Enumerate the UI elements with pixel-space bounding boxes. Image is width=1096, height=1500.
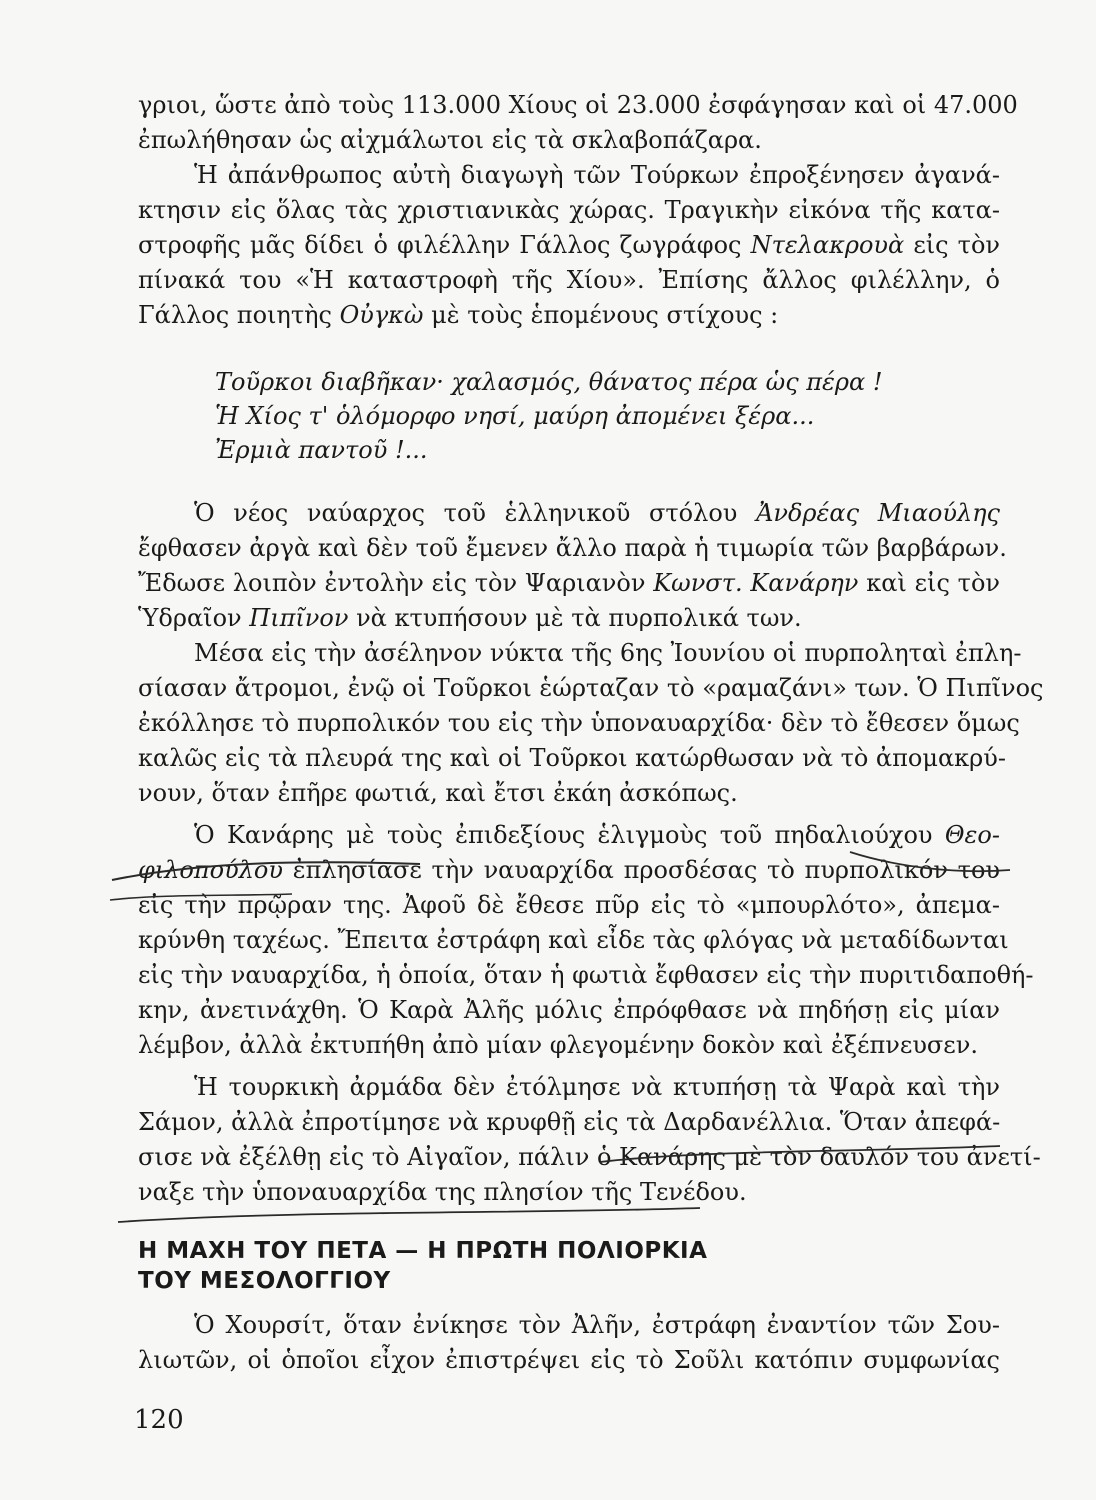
text-line: Ὑδραῖον Πιπῖνον νὰ κτυπήσουν μὲ τὰ πυρπολικά των. bbox=[138, 604, 802, 632]
text-line: λιωτῶν, οἱ ὁποῖοι εἶχον ἐπιστρέψει εἰς τὸ Σοῦλι κατόπιν συμφωνίας bbox=[138, 1346, 1000, 1374]
paragraph-kanaris-attack bbox=[138, 818, 1034, 1063]
paragraph-hursit bbox=[138, 1308, 1000, 1378]
heading-line: ΤΟΥ ΜΕΣΟΛΟΓΓΙΟΥ bbox=[138, 1268, 391, 1294]
heading-line: Η ΜΑΧΗ ΤΟΥ ΠΕΤΑ — Η ΠΡΩΤΗ ΠΟΛΙΟΡΚΙΑ bbox=[138, 1238, 708, 1264]
name-pipinos: Πιπῖνον bbox=[249, 604, 349, 632]
text-line: Ὁ Κανάρης μὲ τοὺς ἐπιδεξίους ἑλιγμοὺς τοῦ πηδαλιούχου Θεο- bbox=[194, 821, 1000, 849]
poem-line: Τοῦρκοι διαβῆκαν· χαλασμός, θάνατος πέρα ὡς πέρα ! bbox=[215, 368, 883, 396]
text-line: Μέσα εἰς τὴν ἀσέληνον νύκτα τῆς 6ης Ἰουνίου οἱ πυρποληταὶ ἐπλη- bbox=[194, 639, 1022, 667]
poem-line: Ἡ Χίος τ' ὁλόμορφο νησί, μαύρη ἀπομένει ξέρα... bbox=[215, 402, 815, 430]
name-theofilopoulos-part2: φιλοπούλου bbox=[138, 856, 283, 884]
name-hugo: Οὐγκὼ bbox=[339, 301, 424, 329]
text-line: στροφῆς μᾶς δίδει ὁ φιλέλλην Γάλλος ζωγράφος Ντελακρουὰ εἰς τὸν bbox=[138, 231, 1000, 259]
name-kanaris: Κωνστ. Κανάρην bbox=[653, 569, 859, 597]
paragraph-reaction bbox=[138, 158, 1000, 333]
text-line: νουν, ὅταν ἐπῆρε φωτιά, καὶ ἔτσι ἐκάη ἀσκόπως. bbox=[138, 779, 738, 807]
poem-line: Ἐρμιὰ παντοῦ !... bbox=[215, 436, 428, 464]
text-line: σίασαν ἄτρομοι, ἐνῷ οἱ Τοῦρκοι ἑώρταζαν τὸ «ραμαζάνι» των. Ὁ Πιπῖνος bbox=[138, 674, 1044, 702]
paragraph-chios-massacre-end bbox=[138, 88, 1018, 158]
text-line: κρύνθη ταχέως. Ἔπειτα ἐστράφη καὶ εἶδε τὰς φλόγας νὰ μεταδίδωνται bbox=[138, 926, 1009, 954]
text-line: πίνακά του «Ἡ καταστροφὴ τῆς Χίου». Ἐπίσης ἄλλος φιλέλλην, ὁ bbox=[138, 266, 1000, 294]
paragraph-night-attack bbox=[138, 636, 1044, 811]
text-line: ἔφθασεν ἀργὰ καὶ δὲν τοῦ ἔμενεν ἄλλο παρὰ ἡ τιμωρία τῶν βαρβάρων. bbox=[138, 534, 1007, 562]
text-line: λέμβον, ἀλλὰ ἐκτυπήθη ἀπὸ μίαν φλεγομένην δοκὸν καὶ ἐξέπνευσεν. bbox=[138, 1031, 978, 1059]
text-line: Ἡ τουρκικὴ ἀρμάδα δὲν ἐτόλμησε νὰ κτυπήσῃ τὰ Ψαρὰ καὶ τὴν bbox=[194, 1073, 1000, 1101]
pen-underline-stroke bbox=[118, 1208, 700, 1222]
text-line: ἐπωλήθησαν ὡς αἰχμάλωτοι εἰς τὰ σκλαβοπάζαρα. bbox=[138, 126, 762, 154]
poem-verses bbox=[215, 365, 883, 467]
paragraph-miaoulis bbox=[138, 496, 1007, 636]
paragraph-turkish-fleet bbox=[138, 1070, 1041, 1210]
text-line: Ἔδωσε λοιπὸν ἐντολὴν εἰς τὸν Ψαριανὸν Κωνστ. Κανάρην καὶ εἰς τὸν bbox=[138, 569, 1000, 597]
text-line: γριοι, ὥστε ἀπὸ τοὺς 113.000 Χίους οἱ 23.000 ἐσφάγησαν καὶ οἱ 47.000 bbox=[138, 91, 1018, 119]
text-line: Ἡ ἀπάνθρωπος αὐτὴ διαγωγὴ τῶν Τούρκων ἐπροξένησεν ἀγανά- bbox=[194, 161, 1000, 189]
section-heading bbox=[138, 1236, 707, 1296]
text-line: κην, ἀνετινάχθη. Ὁ Καρὰ Ἀλῆς μόλις ἐπρόφθασε νὰ πηδήσῃ εἰς μίαν bbox=[138, 996, 1000, 1024]
text-line: φιλοπούλου ἐπλησίασε τὴν ναυαρχίδα προσδέσας τὸ πυρπολικόν του bbox=[138, 856, 1000, 884]
text-line: Γάλλος ποιητὴς Οὐγκὼ μὲ τοὺς ἑπομένους στίχους : bbox=[138, 301, 779, 329]
text-line: σισε νὰ ἐξέλθῃ εἰς τὸ Αἰγαῖον, πάλιν ὁ Κανάρης μὲ τὸν δαυλόν του ἀνετί- bbox=[138, 1143, 1041, 1171]
text-line: ἐκόλλησε τὸ πυρπολικόν του εἰς τὴν ὑποναυαρχίδα· δὲν τὸ ἔθεσεν ὅμως bbox=[138, 709, 1020, 737]
text-line: εἰς τὴν ναυαρχίδα, ἡ ὁποία, ὅταν ἡ φωτιὰ ἔφθασεν εἰς τὴν πυριτιδαποθή- bbox=[138, 961, 1034, 989]
name-delacroix: Ντελακρουὰ bbox=[750, 231, 905, 259]
text-line: ναξε τὴν ὑποναυαρχίδα της πλησίον τῆς Τενέδου. bbox=[138, 1178, 747, 1206]
name-miaoulis: Ἀνδρέας Μιαούλης bbox=[756, 499, 1000, 527]
text-line: κτησιν εἰς ὅλας τὰς χριστιανικὰς χώρας. Τραγικὴν εἰκόνα τῆς κατα- bbox=[138, 196, 1000, 224]
text-line: Σάμον, ἀλλὰ ἐπροτίμησε νὰ κρυφθῇ εἰς τὰ Δαρδανέλλια. Ὅταν ἀπεφά- bbox=[138, 1108, 1001, 1136]
text-line: εἰς τὴν πρῷραν της. Ἀφοῦ δὲ ἔθεσε πῦρ εἰς τὸ «μπουρλότο», ἀπεμα- bbox=[138, 891, 1000, 919]
name-theofilopoulos-part1: Θεο- bbox=[944, 821, 1000, 849]
page-number: 120 bbox=[134, 1405, 184, 1435]
text-line: καλῶς εἰς τὰ πλευρά της καὶ οἱ Τοῦρκοι κατώρθωσαν νὰ τὸ ἀπομακρύ- bbox=[138, 744, 1006, 772]
text-line: Ὁ νέος ναύαρχος τοῦ ἑλληνικοῦ στόλου Ἀνδρέας Μιαούλης bbox=[194, 499, 1000, 527]
text-line: Ὁ Χουρσίτ, ὅταν ἐνίκησε τὸν Ἀλῆν, ἐστράφη ἐναντίον τῶν Σου- bbox=[194, 1311, 1000, 1339]
